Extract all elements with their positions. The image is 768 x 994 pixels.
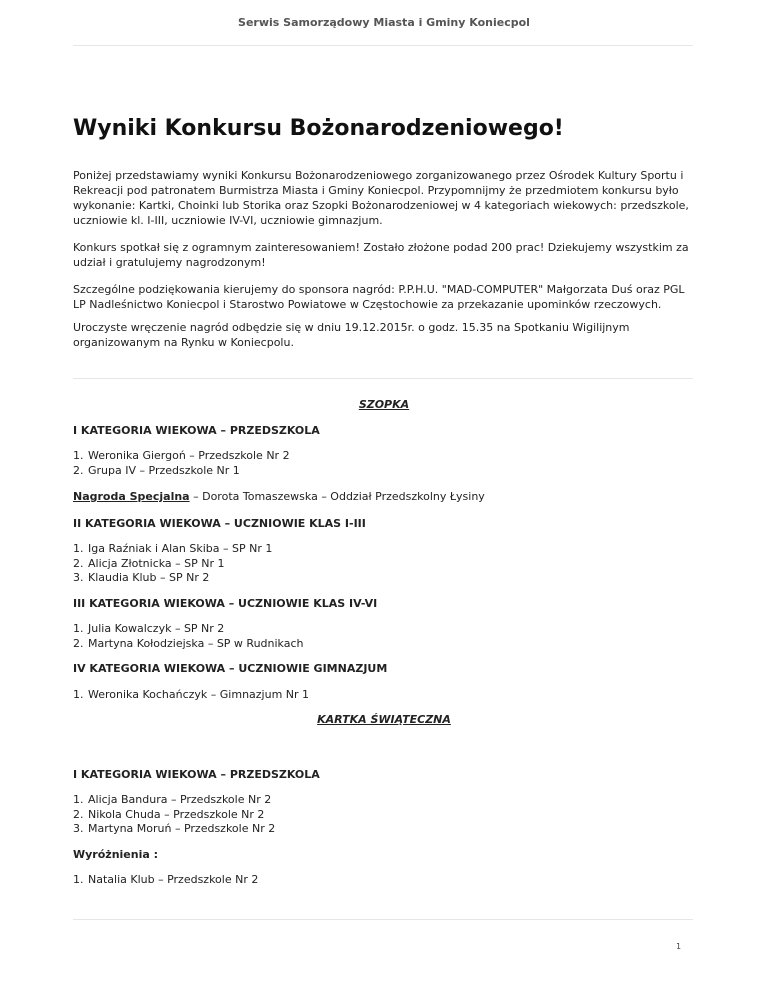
list-item: 1. Natalia Klub – Przedszkole Nr 2 [73,873,259,886]
list-item: 2. Nikola Chuda – Przedszkole Nr 2 [73,807,265,821]
list-item: 2. Alicja Złotnicka – SP Nr 1 [73,556,225,570]
list-item: 2. Grupa IV – Przedszkole Nr 1 [73,463,240,477]
list-item: 1. Iga Raźniak i Alan Skiba – SP Nr 1 [73,542,273,555]
kartka-cat1-heading: I KATEGORIA WIEKOWA – PRZEDSZKOLA [73,768,320,781]
list-item: 2. Martyna Kołodziejska – SP w Rudnikach [73,636,304,650]
szopka-cat2-list [73,542,693,586]
szopka-cat3-heading: III KATEGORIA WIEKOWA – UCZNIOWIE KLAS IV-VI [73,597,378,610]
page-header-title: Serwis Samorządowy Miasta i Gminy Koniecpol [238,16,530,29]
sponsors-paragraph: Szczególne podziękowania kierujemy do sponsora nagród: P.P.H.U. "MAD-COMPUTER" Małgorzata Duś oraz PGL LP Nadleśnictwo Koniecpol i Starostwo Powiatowe w Częstochowie za przekazanie upominków rzeczowych. [73,283,685,311]
szopka-cat1-heading: I KATEGORIA WIEKOWA – PRZEDSZKOLA [73,424,320,437]
szopka-cat4-heading: IV KATEGORIA WIEKOWA – UCZNIOWIE GIMNAZJUM [73,662,388,675]
page-number: 1 [676,942,682,951]
section-divider [73,378,693,379]
kartka-cat1-list [73,793,693,837]
szopka-section-title: SZOPKA [358,398,410,411]
szopka-cat4-list [73,688,693,703]
distinctions-list [73,873,693,888]
list-item: 1. Weronika Giergoń – Przedszkole Nr 2 [73,449,290,462]
kartka-section-title: KARTKA ŚWIĄTECZNA [317,713,451,726]
list-item: 3. Klaudia Klub – SP Nr 2 [73,571,210,584]
special-award-label: Nagroda Specjalna [73,490,190,503]
intro-paragraph: Poniżej przedstawiamy wyniki Konkursu Bożonarodzeniowego zorganizowanego przez Ośrodek Kultury Sportu i Rekreacji pod patronatem Burmistrza Miasta i Gminy Koniecpol. Przypomnijmy że przedmiotem konkursu było wykonanie: Kartki, Choinki lub Storika oraz Szopki Bożonarodzeniowej w 4 kategoriach wiekowych: przedszkole, uczniowie kl. I-III, uczniowie IV-VI, uczniowie gimnazjum. [73,169,689,227]
interest-paragraph: Konkurs spotkał się z ogramnym zainteresowaniem! Zostało złożone podad 200 prac! Dziekujemy wszystkim za udział i gratulujemy nagrodzonym! [73,241,689,269]
footer-divider [73,919,693,920]
szopka-cat1-list [73,449,693,478]
ceremony-paragraph: Uroczyste wręczenie nagród odbędzie się w dniu 19.12.2015r. o godz. 15.35 na Spotkaniu Wigilijnym organizowanym na Rynku w Koniecpolu. [73,321,630,349]
header-divider [73,45,693,46]
special-award [73,490,693,503]
szopka-cat3-list [73,622,693,651]
list-item: 1. Julia Kowalczyk – SP Nr 2 [73,622,225,635]
special-award-text: – Dorota Tomaszewska – Oddział Przedszkolny Łysiny [189,490,485,503]
list-item: 1. Weronika Kochańczyk – Gimnazjum Nr 1 [73,688,310,701]
list-item: 3. Martyna Moruń – Przedszkole Nr 2 [73,822,276,835]
distinctions-heading: Wyróżnienia : [73,848,159,861]
article-title: Wyniki Konkursu Bożonarodzeniowego! [73,116,564,141]
szopka-cat2-heading: II KATEGORIA WIEKOWA – UCZNIOWIE KLAS I-III [73,517,366,530]
list-item: 1. Alicja Bandura – Przedszkole Nr 2 [73,793,272,806]
